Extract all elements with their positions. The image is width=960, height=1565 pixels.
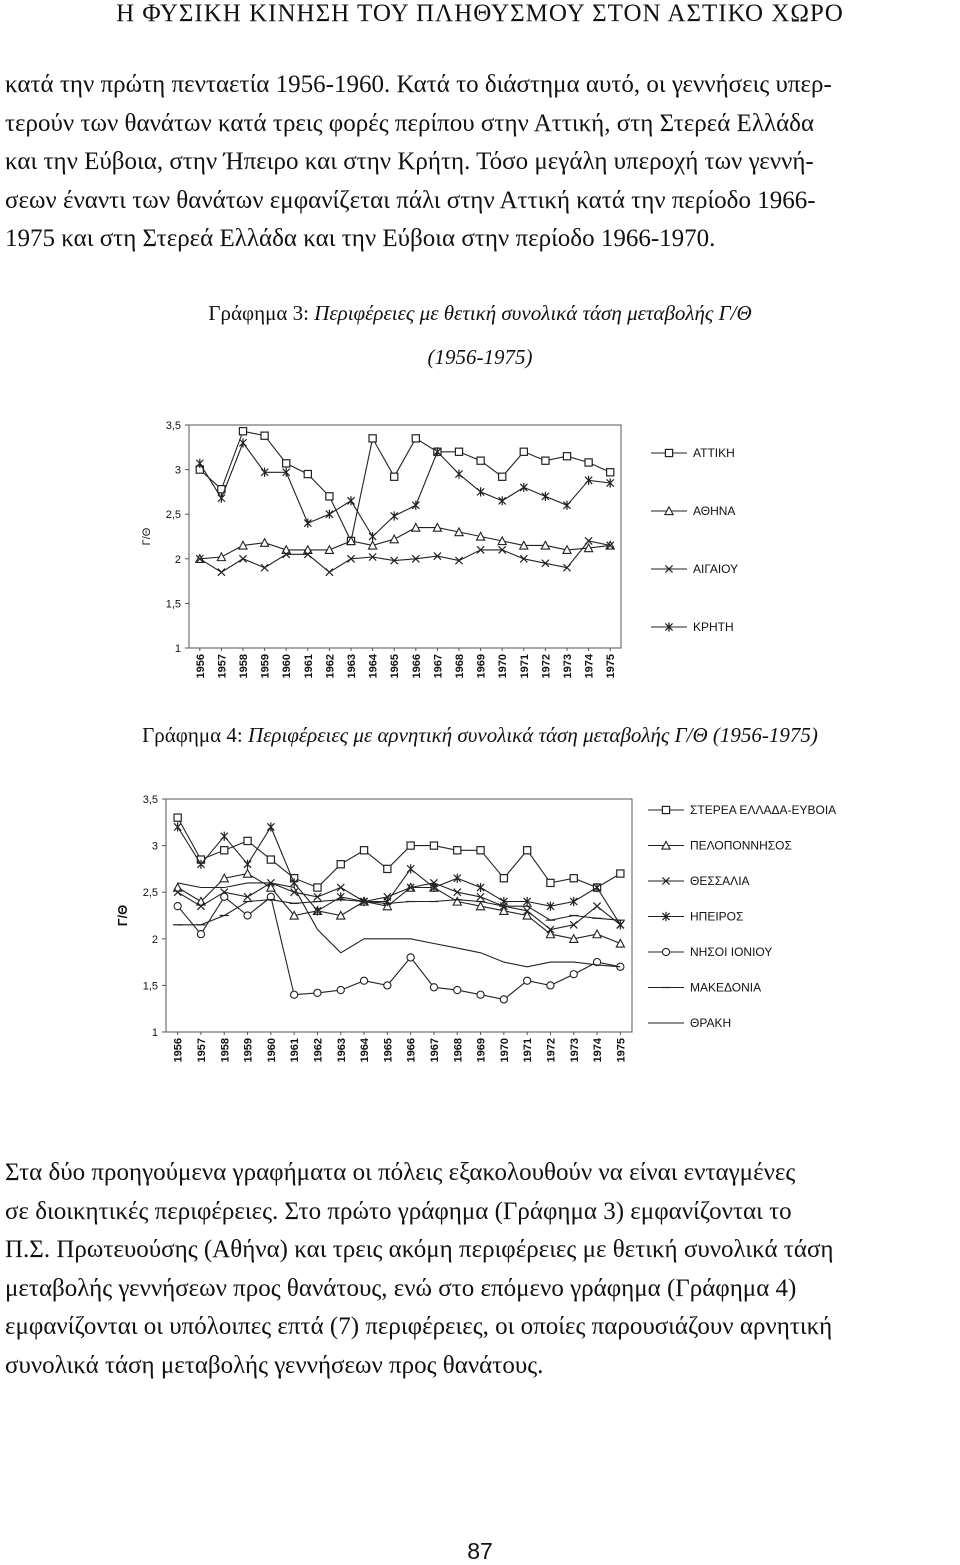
data-point: [477, 457, 484, 464]
x-tick-label: 1964: [359, 1038, 372, 1063]
para2-line: μεταβολής γεννήσεων προς θανάτους, ενώ στο επόμενο γράφημα (Γράφημα 4): [5, 1274, 797, 1302]
data-point: [454, 847, 461, 854]
para2-line: εμφανίζονται οι υπόλοιπες επτά (7) περιφέρειες, οι οποίες παρουσιάζουν αρνητική: [5, 1313, 833, 1340]
x-tick-label: 1968: [452, 1038, 465, 1063]
data-point: [563, 453, 570, 460]
x-tick-label: 1973: [568, 1038, 581, 1063]
data-point: [407, 842, 414, 849]
y-tick-label: 1: [174, 643, 181, 655]
y-tick-label: 1: [151, 1027, 158, 1039]
data-point: [337, 861, 344, 868]
x-tick-label: 1961: [289, 1038, 302, 1063]
y-tick-label: 2: [151, 933, 158, 946]
y-tick-label: 1,5: [142, 980, 158, 993]
data-point: [585, 459, 592, 466]
paragraph-2: [5, 1154, 955, 1385]
para1-line: σεων έναντι των θανάτων εμφανίζεται πάλι στην Αττική κατά την περίοδο 1966-: [5, 186, 816, 214]
x-tick-label: 1971: [518, 654, 531, 679]
data-point: [607, 469, 614, 476]
data-point: [542, 457, 549, 464]
data-point: [430, 984, 437, 991]
data-point: [570, 971, 577, 978]
x-tick-label: 1969: [475, 1038, 488, 1063]
data-point: [547, 879, 554, 886]
para1-line: 1975 και στη Στερεά Ελλάδα και την Εύβοια στην περίοδο 1966-1970.: [5, 225, 716, 252]
page-number: 87: [467, 1538, 493, 1564]
data-point: [244, 912, 251, 919]
data-point: [477, 847, 484, 854]
legend-label: ΚΡΗΤΗ: [693, 620, 734, 634]
running-title: Η ΦΥΣΙΚΗ ΚΙΝΗΣΗ ΤΟΥ ΠΛΗΘΥΣΜΟΥ ΣΤΟΝ ΑΣΤΙΚΟ ΧΩΡΟ: [116, 0, 844, 27]
data-point: [455, 448, 462, 455]
data-point: [617, 870, 624, 877]
x-tick-label: 1958: [219, 1038, 232, 1063]
x-tick-label: 1965: [389, 654, 402, 679]
data-point: [499, 473, 506, 480]
data-point: [384, 982, 391, 989]
plot-area: [166, 799, 632, 1032]
data-point: [454, 986, 461, 993]
y-axis-label: Γ/Θ: [141, 527, 153, 546]
x-tick-label: 1975: [615, 1038, 628, 1063]
legend-label: ΠΕΛΟΠΟΝΝΗΣΟΣ: [690, 838, 792, 853]
data-point: [369, 435, 376, 442]
legend-label: ΘΡΑΚΗ: [690, 1016, 732, 1030]
x-tick-label: 1974: [592, 1038, 605, 1063]
x-tick-label: 1972: [545, 1038, 558, 1063]
data-point: [244, 837, 251, 844]
figure-3-period: [0, 344, 960, 370]
y-tick-label: 3,5: [142, 794, 158, 806]
y-tick-label: 1,5: [165, 598, 181, 611]
y-axis-label: Γ/Θ: [115, 904, 130, 927]
para2-line: Π.Σ. Πρωτευούσης (Αθήνα) και τρεις ακόμη περιφέρειες με θετική συνολικά τάση: [5, 1236, 834, 1263]
legend-label: ΑΙΓΑΙΟΥ: [693, 562, 739, 576]
y-tick-label: 2: [174, 553, 181, 566]
figure-4-title: Περιφέρειες με αρνητική συνολικά τάση μεταβολής Γ/Θ (1956-1975): [247, 723, 818, 747]
figure-3-chart: [0, 400, 960, 710]
x-tick-label: 1956: [172, 1038, 185, 1063]
x-tick-label: 1962: [312, 1038, 325, 1063]
x-tick-label: 1965: [382, 1038, 395, 1063]
x-tick-label: 1961: [302, 654, 315, 679]
x-tick-label: 1973: [562, 654, 574, 679]
x-tick-label: 1959: [242, 1038, 255, 1063]
figure-4-caption: [0, 722, 960, 748]
para1-line: και την Εύβοια, στην Ήπειρο και στην Κρήτη. Τόσο μεγάλη υπεροχή των γεννή-: [5, 148, 814, 175]
data-point: [314, 884, 321, 891]
figure-4-label: Γράφημα 4:: [142, 723, 243, 747]
figure-3-title: Περιφέρειες με θετική συνολικά τάση μεταβολής Γ/Θ: [314, 301, 752, 325]
data-point: [524, 977, 531, 984]
data-point: [314, 989, 321, 996]
data-point: [524, 847, 531, 854]
data-point: [174, 903, 181, 910]
y-tick-label: 2,5: [142, 887, 158, 900]
data-point: [174, 814, 181, 821]
legend-marker: [662, 948, 669, 955]
y-tick-label: 3: [151, 840, 158, 853]
x-tick-label: 1960: [281, 654, 294, 679]
x-tick-label: 1975: [605, 654, 618, 679]
data-point: [283, 460, 290, 467]
legend-marker: [665, 449, 672, 456]
x-tick-label: 1970: [497, 654, 510, 679]
x-tick-label: 1958: [238, 654, 250, 679]
x-tick-label: 1966: [405, 1038, 418, 1063]
data-point: [477, 991, 484, 998]
x-tick-label: 1967: [432, 654, 445, 679]
figure-3-period-text: (1956-1975): [427, 345, 533, 369]
data-point: [430, 842, 437, 849]
para1-line: τερούν των θανάτων κατά τρεις φορές περίπου στην Αττική, στη Στερεά Ελλάδα: [5, 109, 815, 137]
x-tick-label: 1970: [498, 1038, 511, 1063]
x-tick-label: 1966: [410, 654, 423, 679]
para2-line: σε διοικητικές περιφέρειες. Στο πρώτο γράφημα (Γράφημα 3) εμφανίζονται το: [5, 1197, 792, 1225]
data-point: [239, 428, 246, 435]
para2-line: συνολικά τάση μεταβολής γεννήσεων προς θανάτους.: [5, 1351, 544, 1379]
data-point: [570, 875, 577, 882]
legend-label: ΣΤΕΡΕΑ ΕΛΛΑΔΑ-ΕΥΒΟΙΑ: [690, 803, 837, 817]
x-tick-label: 1968: [454, 654, 466, 679]
data-point: [360, 847, 367, 854]
legend-label: ΘΕΣΣΑΛΙΑ: [690, 874, 750, 888]
x-tick-label: 1959: [259, 654, 272, 679]
data-point: [391, 473, 398, 480]
data-point: [384, 865, 391, 872]
legend-label: ΜΑΚΕΔΟΝΙΑ: [690, 980, 762, 995]
x-tick-label: 1957: [216, 654, 229, 679]
para1-line: κατά την πρώτη πενταετία 1956-1960. Κατά το διάστημα αυτό, οι γεννήσεις υπερ-: [5, 71, 832, 98]
data-point: [197, 931, 204, 938]
data-point: [412, 435, 419, 442]
legend-label: ΑΘΗΝΑ: [693, 504, 736, 518]
figure-4-chart: [0, 775, 960, 1095]
y-tick-label: 2,5: [165, 509, 181, 522]
legend-label: ΗΠΕΙΡΟΣ: [690, 909, 744, 924]
data-point: [221, 893, 228, 900]
paragraph-1: [5, 66, 955, 259]
data-point: [337, 986, 344, 993]
legend-label: ΑΤΤΙΚΗ: [693, 446, 735, 460]
data-point: [291, 991, 298, 998]
x-tick-label: 1957: [195, 1038, 208, 1063]
x-tick-label: 1964: [367, 654, 380, 679]
x-tick-label: 1974: [583, 654, 596, 679]
x-tick-label: 1972: [540, 654, 553, 679]
data-point: [304, 470, 311, 477]
data-point: [520, 448, 527, 455]
data-point: [500, 875, 507, 882]
y-tick-label: 3,5: [165, 420, 181, 432]
legend-marker: [662, 806, 669, 813]
data-point: [360, 977, 367, 984]
legend-label: ΝΗΣΟΙ ΙΟΝΙΟΥ: [690, 945, 773, 959]
data-point: [267, 856, 274, 863]
data-point: [221, 847, 228, 854]
data-point: [407, 954, 414, 961]
x-tick-label: 1956: [194, 654, 207, 679]
figure-3-label: Γράφημα 3:: [208, 301, 309, 325]
x-tick-label: 1971: [522, 1038, 535, 1063]
x-tick-label: 1962: [324, 654, 337, 679]
y-tick-label: 3: [174, 464, 181, 477]
data-point: [326, 493, 333, 500]
x-tick-label: 1969: [475, 654, 488, 679]
data-point: [500, 996, 507, 1003]
figure-3-caption: [0, 300, 960, 326]
x-tick-label: 1963: [335, 1038, 348, 1063]
x-tick-label: 1960: [265, 1038, 278, 1063]
x-tick-label: 1967: [428, 1038, 441, 1063]
data-point: [261, 432, 268, 439]
data-point: [547, 982, 554, 989]
para2-line: Στα δύο προηγούμενα γραφήματα οι πόλεις εξακολουθούν να είναι ενταγμένες: [5, 1159, 796, 1186]
x-tick-label: 1963: [346, 654, 358, 679]
